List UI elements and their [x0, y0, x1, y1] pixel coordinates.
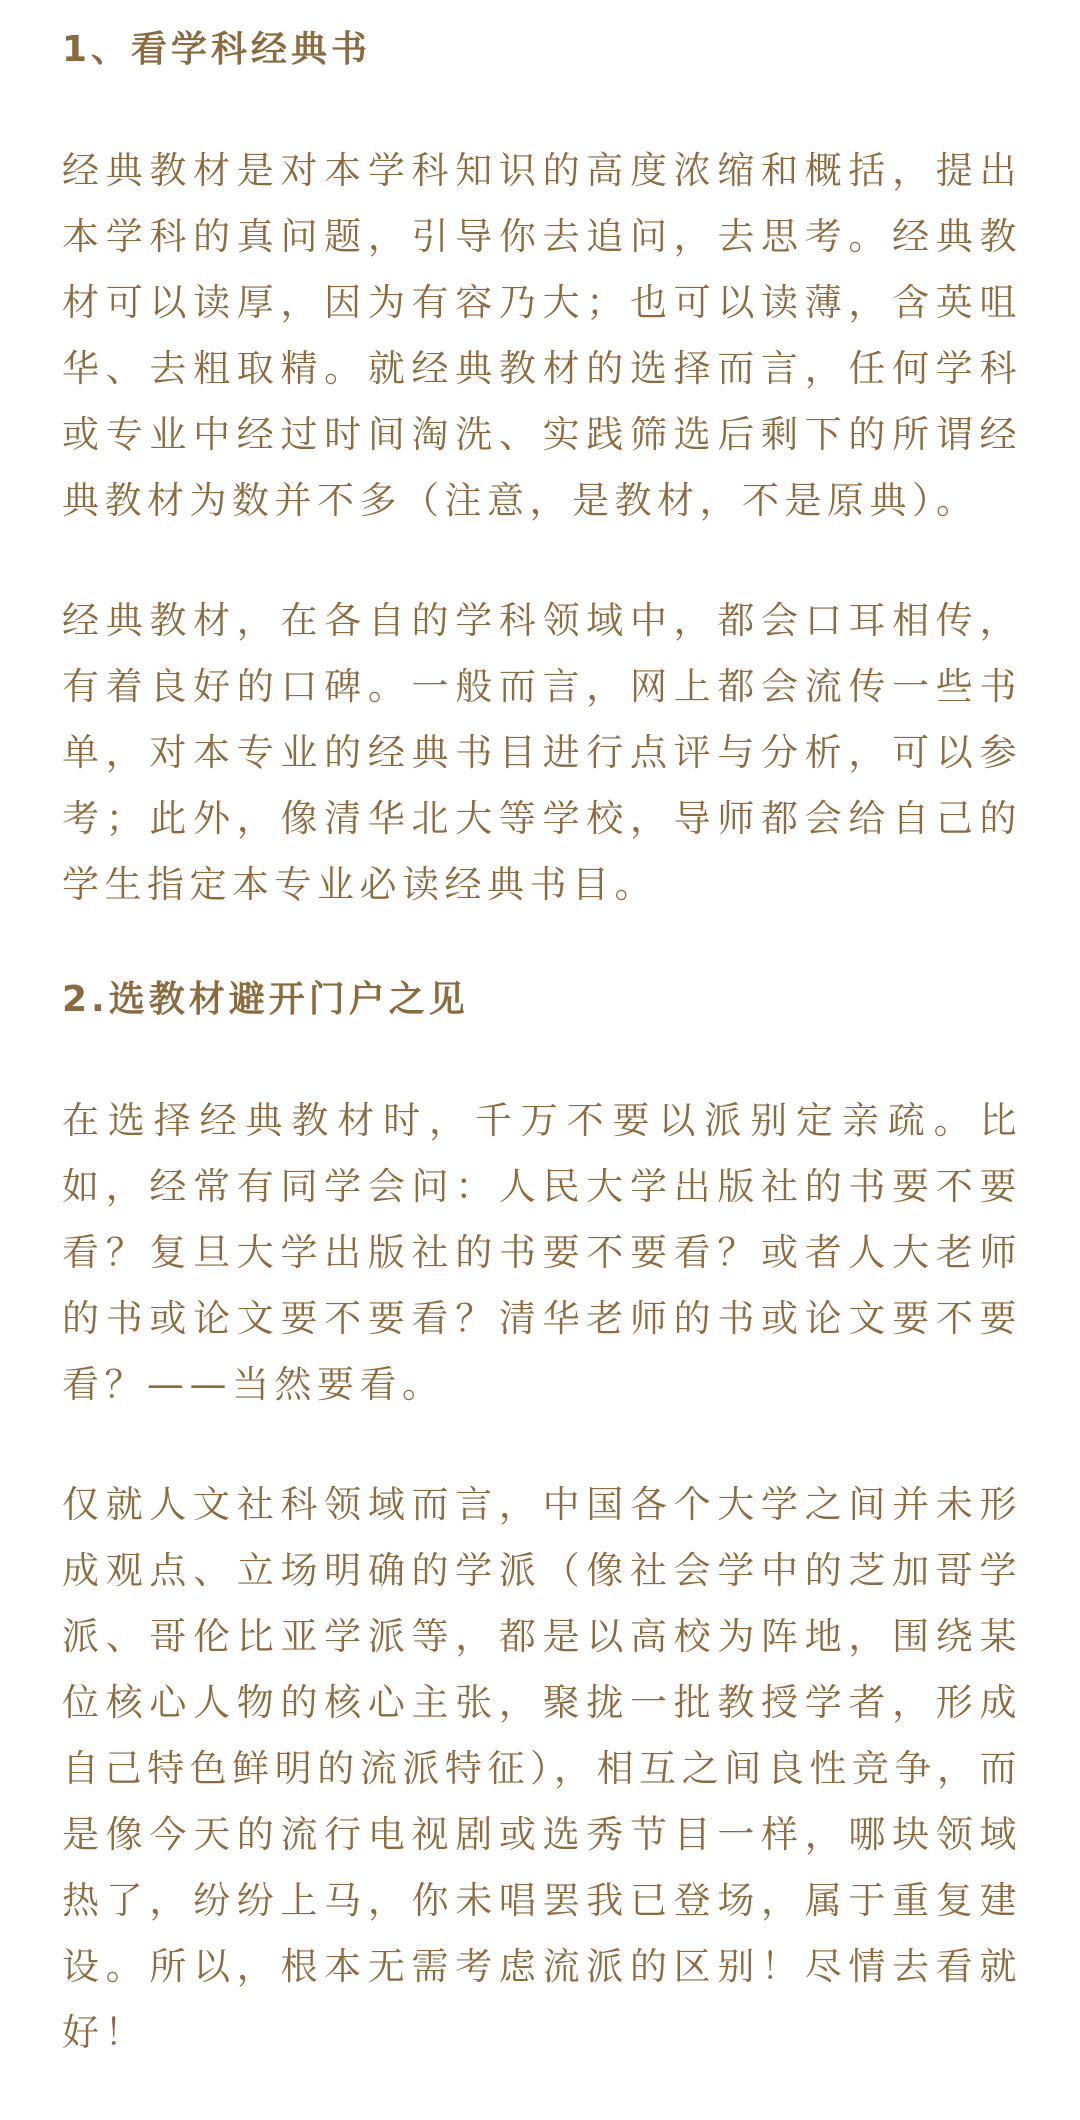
paragraph-reputation-booklist: 经典教材，在各自的学科领域中，都会口耳相传，有着良好的口碑。一般而言，网上都会流传一些书单，对本专业的经典书目进行点评与分析，可以参考；此外，像清华北大等学校，导师都会给自己的学生指定本专业必读经典书目。 [62, 599, 1022, 906]
article-body [62, 22, 1022, 2120]
paragraph-no-schools: 仅就人文社科领域而言，中国各个大学之间并未形成观点、立场明确的学派（像社会学中的芝加哥学派、哥伦比亚学派等，都是以高校为阵地，围绕某位核心人物的核心主张，聚拢一批教授学者，形成自己特色鲜明的流派特征），相互之间良性竞争，而是像今天的流行电视剧或选秀节目一样，哪块领域热了，纷纷上马，你未唱罢我已登场，属于重复建设。所以，根本无需考虑流派的区别！尽情去看就好！ [62, 1483, 1022, 2054]
section-heading-2: 2.选教材避开门户之见 [62, 979, 469, 1020]
paragraph-avoid-factions: 在选择经典教材时，千万不要以派别定亲疏。比如，经常有同学会问：人民大学出版社的书要不要看？复旦大学出版社的书要不要看？或者人大老师的书或论文要不要看？清华老师的书或论文要不要看？——当然要看。 [62, 1099, 1022, 1406]
section-heading-1: 1、看学科经典书 [62, 29, 372, 70]
paragraph-classic-textbooks: 经典教材是对本学科知识的高度浓缩和概括，提出本学科的真问题，引导你去追问，去思考。经典教材可以读厚，因为有容乃大；也可以读薄，含英咀华、去粗取精。就经典教材的选择而言，任何学科或专业中经过时间淘洗、实践筛选后剩下的所谓经典教材为数并不多（注意，是教材，不是原典）。 [62, 149, 1022, 522]
